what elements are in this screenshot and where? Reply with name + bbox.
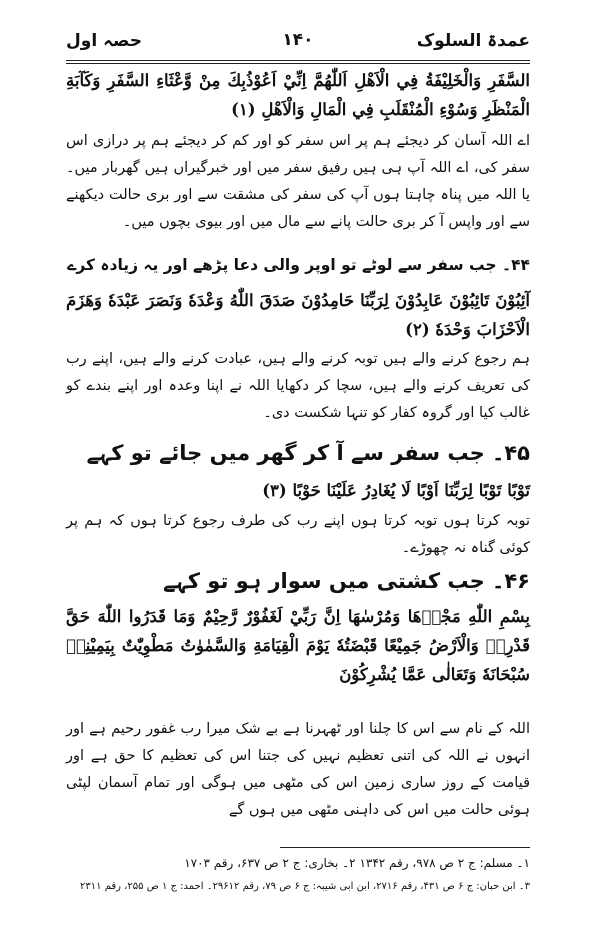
heading-text: جب سفر سے لوٹے تو اوپر والی دعا پڑھے اور یہ زیادہ کرے — [67, 256, 497, 274]
translation-46: اللہ کے نام سے اس کا چلنا اور ٹھہرنا ہے بے شک میرا رب غفور رحیم ہے اور انہوں نے اللہ کی اتنی تعظیم نہیں کی جتنا اس کی تعظیم کا حق ہے اور قیامت کے روز ساری زمین اس کی مٹھی میں ہوگی اور تمام آسمان لپٹی ہوئی حالت میں اس کی داہنی مٹھی میں ہوں گے — [66, 721, 530, 818]
translation-44: ہم رجوع کرنے والے ہیں توبہ کرنے والے ہیں، عبادت کرنے والے ہیں، اپنے رب کی تعریف کرنے والے ہیں، سچا کر دکھایا اللہ نے اپنا وعدہ اور اپنے بندے کو غالب کیا اور گروہ کفار کو تنہا شکست دی۔ — [66, 351, 530, 421]
heading-number: ۴۶ — [504, 569, 530, 593]
page-number: ۱۴۰ — [282, 30, 314, 50]
heading-number: ۴۴ — [511, 256, 530, 274]
heading-text: جب کشتی میں سوار ہو تو کہے — [163, 569, 485, 593]
heading-text: جب سفر سے آ کر گھر میں جائے تو کہے — [86, 441, 485, 465]
heading-46: ۴۶۔ جب کشتی میں سوار ہو تو کہے — [163, 569, 530, 593]
running-title: عمدۃ السلوک — [416, 31, 530, 51]
heading-45: ۴۵۔ جب سفر سے آ کر گھر میں جائے تو کہے — [86, 441, 530, 465]
dua-arabic-44: آئِبُوْنَ تَائِبُوْنَ عَابِدُوْنَ لِرَبِّنَا حَامِدُوْنَ صَدَقَ اللّٰهُ وَعْدَهٗ وَنَصَرَ عَبْدَهٗ وَهَزَمَ الْاَحْزَابَ وَحْدَهٗ (۲) — [66, 291, 530, 339]
header-rule-bottom — [66, 63, 530, 64]
footnote-1-2: ۱۔ مسلم: ج ۲ ص ۹۷۸، رقم ۱۳۴۲ ۲۔ بخاری: ج ۲ ص ۶۳۷، رقم ۱۷۰۳ — [184, 856, 530, 870]
footnote-3: ۳۔ ابن حبان: ج ۶ ص ۴۳۱، رقم ۲۷۱۶، ابن ابی شیبہ: ج ۶ ص ۷۹، رقم ۲۹۶۱۲۔ احمد: ج ۱ ص ۲۵۵، رقم ۲۳۱۱ — [80, 881, 530, 892]
header-rule-top — [66, 60, 530, 61]
heading-44: ۴۴۔ جب سفر سے لوٹے تو اوپر والی دعا پڑھے اور یہ زیادہ کرے — [67, 256, 530, 274]
dua-arabic-46: بِسْمِ اللّٰهِ مَجْرٖهَا وَمُرْسٰهَا اِنَّ رَبِّيْ لَغَفُوْرٌ رَّحِيْمٌ وَمَا قَدَرُوا اللّٰهَ حَقَّ قَدْرِهٖ وَالْاَرْضُ جَمِيْعًا قَبْضَتُهٗ يَوْمَ الْقِيَامَةِ وَالسَّمٰوٰتُ مَطْوِيّٰتٌ بِيَمِيْنِهٖ سُبْحَانَهٗ وَتَعَالٰى عَمَّا يُشْرِكُوْنَ — [66, 607, 530, 684]
translation-43: اے اللہ آسان کر دیجئے ہم پر اس سفر کو اور کم کر دیجئے ہم پر درازی اس سفر کی، اے اللہ آپ ہی ہیں رفیق سفر میں اور خبرگیراں ہیں گھربار میں۔ یا اللہ میں پناہ چاہتا ہوں آپ کی سفر کی مشقت سے اور بری حالت دیکھنے سے اور واپس آ کر بری حالت پانے سے مال میں اور بیوی بچوں میں۔ — [66, 133, 530, 230]
heading-number: ۴۵ — [504, 441, 530, 465]
footnote-rule — [280, 847, 530, 848]
dua-arabic-45: تَوْبًا تَوْبًا لِرَبِّنَا اَوْبًا لَا يُغَادِرُ عَلَيْنَا حَوْبًا (۳) — [262, 481, 530, 500]
dua-arabic-43: السَّفَرِ وَالْخَلِيْفَةُ فِي الْاَهْلِ اَللّٰهُمَّ اِنِّيْ اَعُوْذُبِكَ مِنْ وَّعْثَاءِ السَّفَرِ وَكَآبَةِ الْمَنْظَرِ وَسُوْءِ الْمُنْقَلَبِ فِي الْمَالِ وَالْاَهْلِ (۱) — [66, 71, 530, 119]
part-label: حصہ اول — [66, 31, 143, 51]
page-header — [66, 28, 530, 58]
translation-45: توبہ کرتا ہوں توبہ کرتا ہوں اپنے رب کی طرف رجوع کرتا ہوں کہ ہم پر کوئی گناہ نہ چھوڑے۔ — [66, 513, 530, 556]
